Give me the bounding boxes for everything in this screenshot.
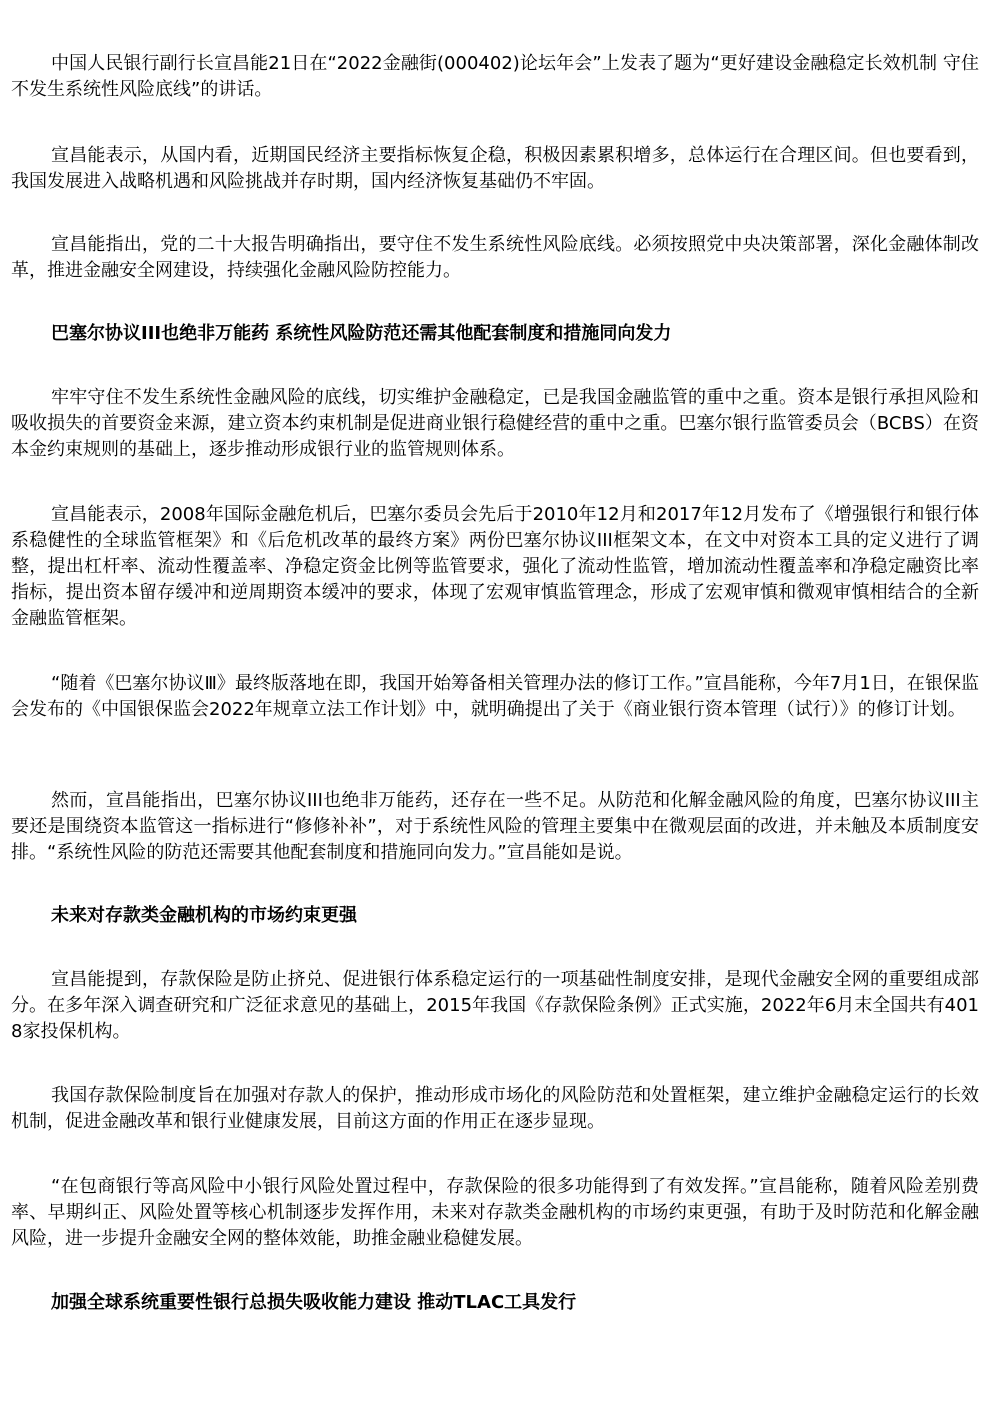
paragraph-basel-revision: “随着《巴塞尔协议Ⅲ》最终版落地在即，我国开始筹备相关管理办法的修订工作。”宣昌能称，今年7月1日，在银保监会发布的《中国银保监会2022年规章立法工作计划》中，就明确提出了关于《商业银行资本管理（试行）》的修订计划。 xyxy=(11,673,979,720)
section-heading-tlac: 加强全球系统重要性银行总损失吸收能力建设 推动TLAC工具发行 xyxy=(51,1292,577,1313)
section-heading-basel: 巴塞尔协议III也绝非万能药 系统性风险防范还需其他配套制度和措施同向发力 xyxy=(51,323,672,344)
paragraph-systemic-risk: 宣昌能指出，党的二十大报告明确指出，要守住不发生系统性风险底线。必须按照党中央决策部署，深化金融体制改革，推进金融安全网建设，持续强化金融风险防控能力。 xyxy=(11,234,979,281)
paragraph-deposit-purpose: 我国存款保险制度旨在加强对存款人的保护，推动形成市场化的风险防范和处置框架，建立维护金融稳定运行的长效机制，促进金融改革和银行业健康发展，目前这方面的作用正在逐步显现。 xyxy=(11,1085,979,1132)
paragraph-basel-framework: 宣昌能表示，2008年国际金融危机后，巴塞尔委员会先后于2010年12月和2017年12月发布了《增强银行和银行体系稳健性的全球监管框架》和《后危机改革的最终方案》两份巴塞尔协议III框架文本，在文中对资本工具的定义进行了调整，提出杠杆率、流动性覆盖率、净稳定资金比例等监管要求，强化了流动性监管，增加流动性覆盖率和净稳定融资比率指标，提出资本留存缓冲和逆周期资本缓冲的要求，体现了宏观审慎监管理念，形成了宏观审慎和微观审慎相结合的全新金融监管框架。 xyxy=(11,504,979,629)
paragraph-capital-constraint: 牢牢守住不发生系统性金融风险的底线，切实维护金融稳定，已是我国金融监管的重中之重。资本是银行承担风险和吸收损失的首要资金来源，建立资本约束机制是促进商业银行稳健经营的重中之重。巴塞尔银行监管委员会（BCBS）在资本金约束规则的基础上，逐步推动形成银行业的监管规则体系。 xyxy=(11,387,979,460)
paragraph-basel-limits: 然而，宣昌能指出，巴塞尔协议III也绝非万能药，还存在一些不足。从防范和化解金融风险的角度，巴塞尔协议III主要还是围绕资本监管这一指标进行“修修补补”，对于系统性风险的管理主要集中在微观层面的改进，并未触及本质制度安排。“系统性风险的防范还需要其他配套制度和措施同向发力。”宣昌能如是说。 xyxy=(11,790,979,863)
paragraph-domestic-economy: 宣昌能表示，从国内看，近期国民经济主要指标恢复企稳，积极因素累积增多，总体运行在合理区间。但也要看到，我国发展进入战略机遇和风险挑战并存时期，国内经济恢复基础仍不牢固。 xyxy=(11,145,979,192)
section-heading-deposit: 未来对存款类金融机构的市场约束更强 xyxy=(51,905,357,926)
paragraph-deposit-insurance: 宣昌能提到，存款保险是防止挤兑、促进银行体系稳定运行的一项基础性制度安排，是现代金融安全网的重要组成部分。在多年深入调查研究和广泛征求意见的基础上，2015年我国《存款保险条例》正式实施，2022年6月末全国共有4018家投保机构。 xyxy=(11,969,979,1042)
paragraph-intro: 中国人民银行副行长宣昌能21日在“2022金融街(000402)论坛年会”上发表了题为“更好建设金融稳定长效机制 守住不发生系统性风险底线”的讲话。 xyxy=(11,53,979,100)
paragraph-market-discipline: “在包商银行等高风险中小银行风险处置过程中，存款保险的很多功能得到了有效发挥。”宣昌能称，随着风险差别费率、早期纠正、风险处置等核心机制逐步发挥作用，未来对存款类金融机构的市场约束更强，有助于及时防范和化解金融风险，进一步提升金融安全网的整体效能，助推金融业稳健发展。 xyxy=(11,1176,979,1249)
